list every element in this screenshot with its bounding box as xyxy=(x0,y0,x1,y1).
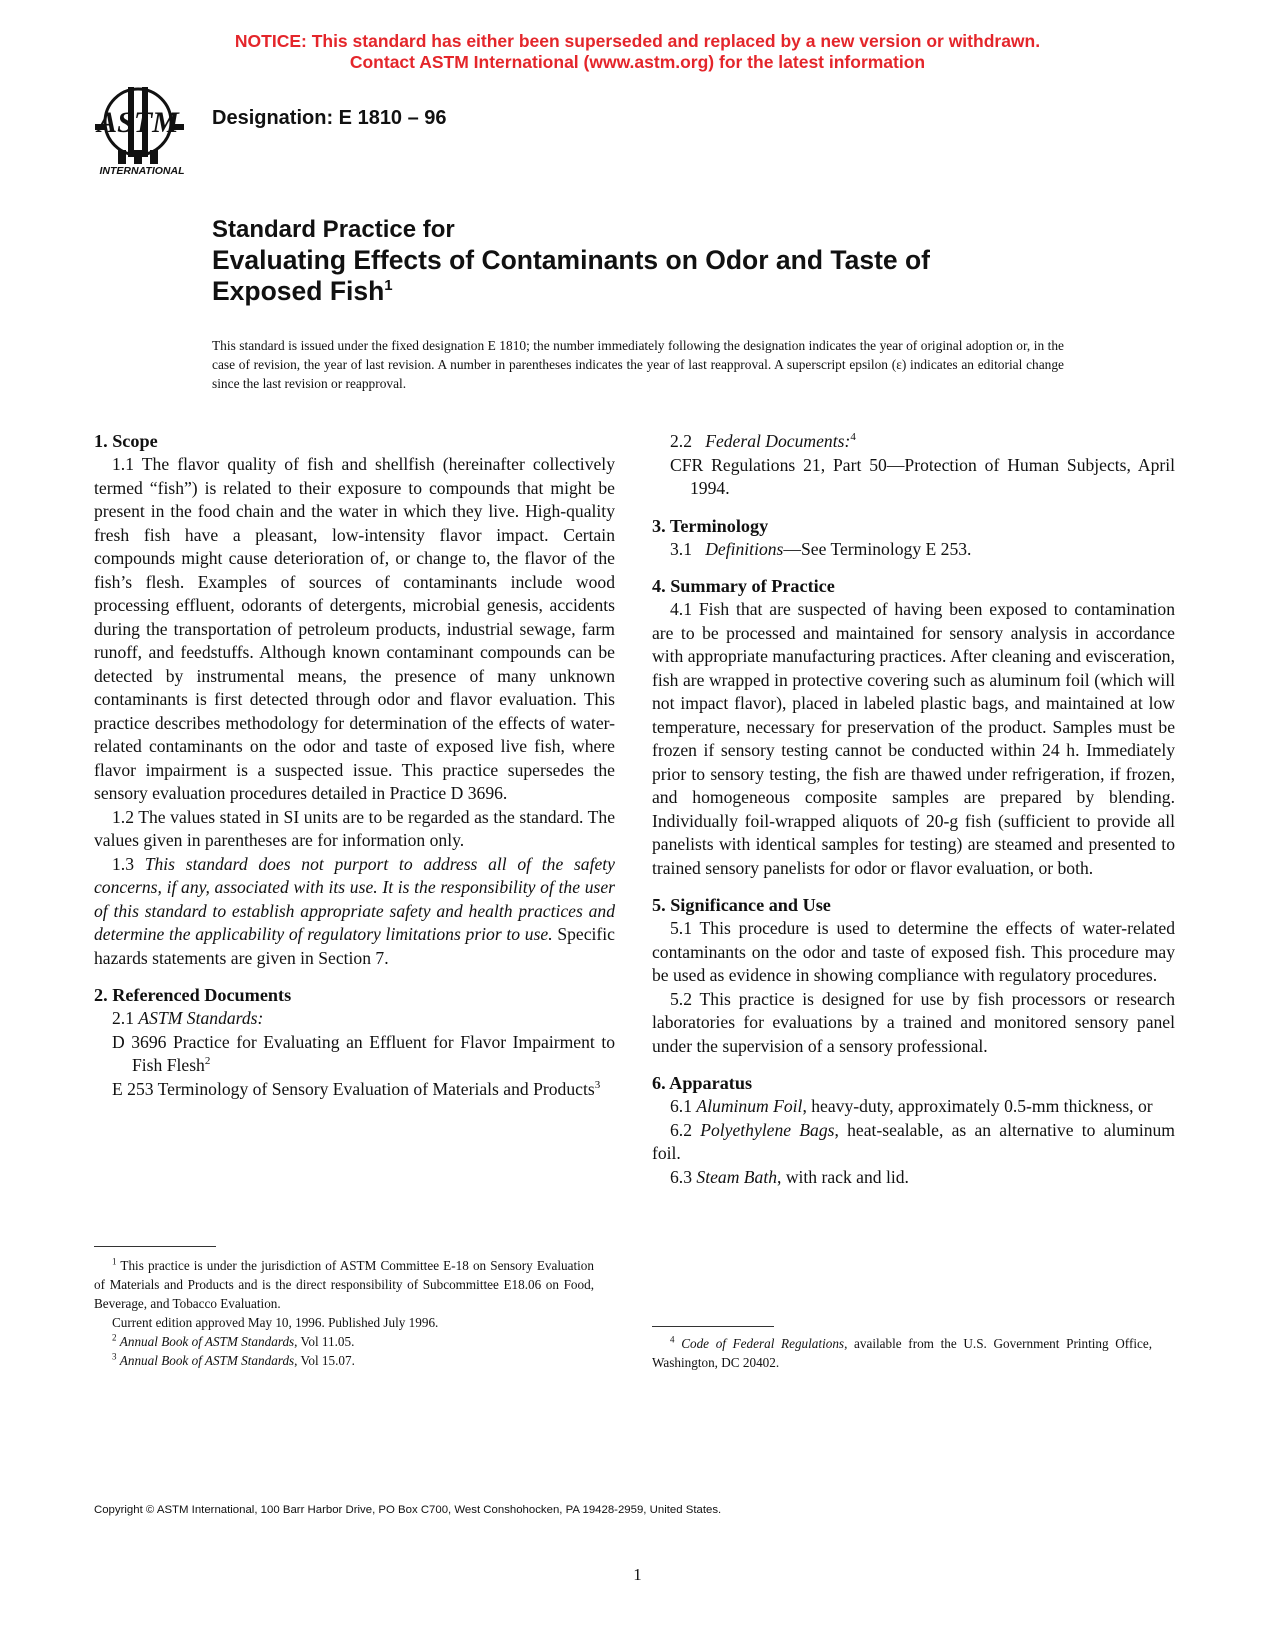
paragraph-2-2-mark: 4 xyxy=(850,431,856,444)
paragraph-5-2: 5.2 This practice is designed for use by fish processors or research laboratories for evaluations by a trained and monitored sensory panel under the supervision of a sensory professional. xyxy=(652,988,1175,1056)
footnote-4-italic: Code of Federal Regulations xyxy=(681,1336,845,1351)
paragraph-2-2 xyxy=(652,430,1175,454)
astm-logo xyxy=(92,84,192,176)
page-number: 1 xyxy=(633,1565,642,1584)
footnote-4-mark: 4 xyxy=(670,1334,675,1345)
paragraph-6-3-term: Steam Bath xyxy=(696,1166,778,1187)
paragraph-2-2-num: 2.2 xyxy=(670,431,692,451)
reference-d3696-text: D 3696 Practice for Evaluating an Effluent for Flavor Impairment to Fish Flesh xyxy=(112,1031,615,1075)
reference-e253-mark: 3 xyxy=(594,1078,601,1091)
right-column xyxy=(652,430,1175,1189)
right-footnotes xyxy=(652,1334,1152,1372)
notice-line-1: NOTICE: This standard has either been superseded and replaced by a new version or withdrawn. xyxy=(234,31,1041,51)
paragraph-5-1: 5.1 This procedure is used to determine the effects of water-related contaminants on the odor and taste of exposed fish. This procedure may be used as evidence in showing compliance with regulatory procedures. xyxy=(652,918,1175,985)
paragraph-2-1-num: 2.1 xyxy=(112,1008,134,1028)
paragraph-6-1-num: 6.1 xyxy=(670,1096,692,1116)
paragraph-6-3-num: 6.3 xyxy=(670,1166,692,1187)
paragraph-3-1-term: Definitions xyxy=(705,538,784,559)
copyright-line: Copyright © ASTM International, 100 Barr Harbor Drive, PO Box C700, West Conshohocken, PA 19428-2959, United States. xyxy=(94,1504,722,1516)
logo-lettering: ASTM xyxy=(97,106,179,139)
title-footnote-mark: 1 xyxy=(384,277,393,295)
document-title xyxy=(212,214,930,307)
paragraph-3-1-rest: —See Terminology E 253. xyxy=(783,538,972,559)
paragraph-6-2-term: Polyethylene Bags xyxy=(700,1119,835,1140)
footnote-3-mark: 3 xyxy=(112,1351,117,1362)
logo-sub-lettering: INTERNATIONAL xyxy=(99,165,185,176)
safety-caveat: This standard does not purport to address all of the safety concerns, if any, associated with its use. It is the responsibility of the user of this standard to establish appropriate safety and health practices and determine the applicability of regulatory limitations prior to use. xyxy=(94,853,615,944)
left-footnote-rule xyxy=(94,1246,216,1247)
paragraph-6-2-num: 6.2 xyxy=(670,1119,692,1140)
paragraph-6-2 xyxy=(652,1119,1175,1166)
footnote-1 xyxy=(94,1256,594,1313)
paragraph-6-1 xyxy=(652,1095,1175,1119)
section-1-heading: 1. Scope xyxy=(94,431,158,451)
paragraph-1-3 xyxy=(94,853,615,971)
footnote-3 xyxy=(94,1351,594,1370)
reference-d3696-mark: 2 xyxy=(204,1055,211,1068)
withdrawal-notice xyxy=(0,31,1275,73)
paragraph-2-2-title: Federal Documents: xyxy=(705,431,851,451)
paragraph-1-3-rest: Specific hazards statements are given in Section 7. xyxy=(94,924,615,968)
footnote-4 xyxy=(652,1334,1152,1372)
footnote-2-rest: , Vol 11.05. xyxy=(294,1334,355,1349)
paragraph-6-2-rest: , heat-sealable, as an alternative to aluminum foil. xyxy=(652,1119,1175,1163)
reference-cfr: CFR Regulations 21, Part 50—Protection of Human Subjects, April 1994. xyxy=(670,454,1175,498)
paragraph-6-3-rest: , with rack and lid. xyxy=(777,1166,909,1187)
reference-e253 xyxy=(94,1078,615,1102)
footnote-2 xyxy=(94,1332,594,1351)
paragraph-6-1-term: Aluminum Foil xyxy=(696,1096,803,1116)
section-5-heading: 5. Significance and Use xyxy=(652,895,831,915)
notice-line-2: Contact ASTM International (www.astm.org) for the latest information xyxy=(349,52,926,72)
footnote-3-rest: , Vol 15.07. xyxy=(294,1353,355,1368)
paragraph-4-1: 4.1 Fish that are suspected of having been exposed to contamination are to be processed and maintained for sensory analysis in accordance with appropriate manufacturing practices. After cleaning and evisceration, fish are wrapped in protective covering such as aluminum foil (which will not impact flavor), placed in labeled plastic bags, and maintained at low temperature, necessary for preservation of the product. Samples must be frozen if sensory testing cannot be conducted within 24 h. Immediately prior to sensory testing, the fish are thawed under refrigeration, if frozen, and homogeneous composite samples are prepared by blending. Individually foil-wrapped aliquots of 20-g fish (sufficient to provide all panelists with identical samples for testing) are steamed and presented to trained sensory panelists for odor or flavor evaluation, or both. xyxy=(652,599,1175,878)
title-line-1: Standard Practice for xyxy=(212,216,455,243)
right-footnote-rule xyxy=(652,1326,774,1327)
reference-d3696 xyxy=(94,1031,615,1078)
section-6-heading: 6. Apparatus xyxy=(652,1073,753,1093)
title-line-3: Exposed Fish xyxy=(212,276,385,306)
paragraph-3-1-num: 3.1 xyxy=(670,538,692,559)
footnote-2-italic: Annual Book of ASTM Standards xyxy=(119,1334,295,1349)
paragraph-1-3-num: 1.3 xyxy=(112,853,134,874)
paragraph-1-2: 1.2 The values stated in SI units are to be regarded as the standard. The values given in parentheses are for information only. xyxy=(94,806,615,850)
title-line-2: Evaluating Effects of Contaminants on Odor and Taste of xyxy=(212,245,931,275)
left-column xyxy=(94,430,615,1101)
footnote-1-mark: 1 xyxy=(112,1256,117,1267)
issue-statement: This standard is issued under the fixed designation E 1810; the number immediately following the designation indicates the year of original adoption or, in the case of revision, the year of last revision. A number in parentheses indicates the year of last reapproval. A superscript epsilon (ε) indicates an editorial change since the last revision or reapproval. xyxy=(212,338,1064,391)
section-4-heading: 4. Summary of Practice xyxy=(652,576,835,596)
section-2-heading: 2. Referenced Documents xyxy=(94,985,292,1005)
section-3-heading: 3. Terminology xyxy=(652,515,769,536)
paragraph-3-1 xyxy=(652,538,1175,562)
paragraph-2-1-title: ASTM Standards: xyxy=(138,1008,264,1028)
reference-e253-text: E 253 Terminology of Sensory Evaluation of Materials and Products xyxy=(112,1078,595,1099)
footnote-1b: Current edition approved May 10, 1996. Published July 1996. xyxy=(112,1315,439,1330)
designation: Designation: E 1810 – 96 xyxy=(212,107,447,129)
paragraph-6-1-rest: , heavy-duty, approximately 0.5-mm thickness, or xyxy=(802,1096,1153,1116)
paragraph-2-1 xyxy=(94,1007,615,1031)
footnote-2-mark: 2 xyxy=(112,1332,117,1343)
footnote-4-rest: , available from the U.S. Government Printing Office, Washington, DC 20402. xyxy=(652,1336,1153,1370)
footnote-1-text: This practice is under the jurisdiction of ASTM Committee E-18 on Sensory Evaluation of Materials and Products and is the direct responsibility of Subcommittee E18.06 on Food, Beverage, and Tobacco Evaluation. xyxy=(94,1258,594,1311)
paragraph-1-1: 1.1 The flavor quality of fish and shellfish (hereinafter collectively termed “fish”) is related to their exposure to compounds that might be present in the food chain and the water in which they live. High-quality fresh fish have a pleasant, low-intensity flavor impact. Certain compounds might cause deterioration of, or change to, the flavor of the fish’s flesh. Examples of sources of contaminants include wood processing effluent, odorants of detergents, microbial genesis, accidents during the transportation of petroleum products, industrial sewage, farm runoff, and feedstuffs. Although known contaminant compounds can be detected by instrumental means, the presence of many unknown contaminants is first detected through odor and flavor evaluation. This practice describes methodology for determination of the effects of water-related contaminants on the odor and taste of exposed live fish, where flavor impairment is a suspected issue. This practice supersedes the sensory evaluation procedures detailed in Practice D 3696. xyxy=(94,454,615,803)
left-footnotes xyxy=(94,1256,594,1370)
paragraph-6-3 xyxy=(652,1166,1175,1190)
footnote-3-italic: Annual Book of ASTM Standards xyxy=(119,1353,295,1368)
